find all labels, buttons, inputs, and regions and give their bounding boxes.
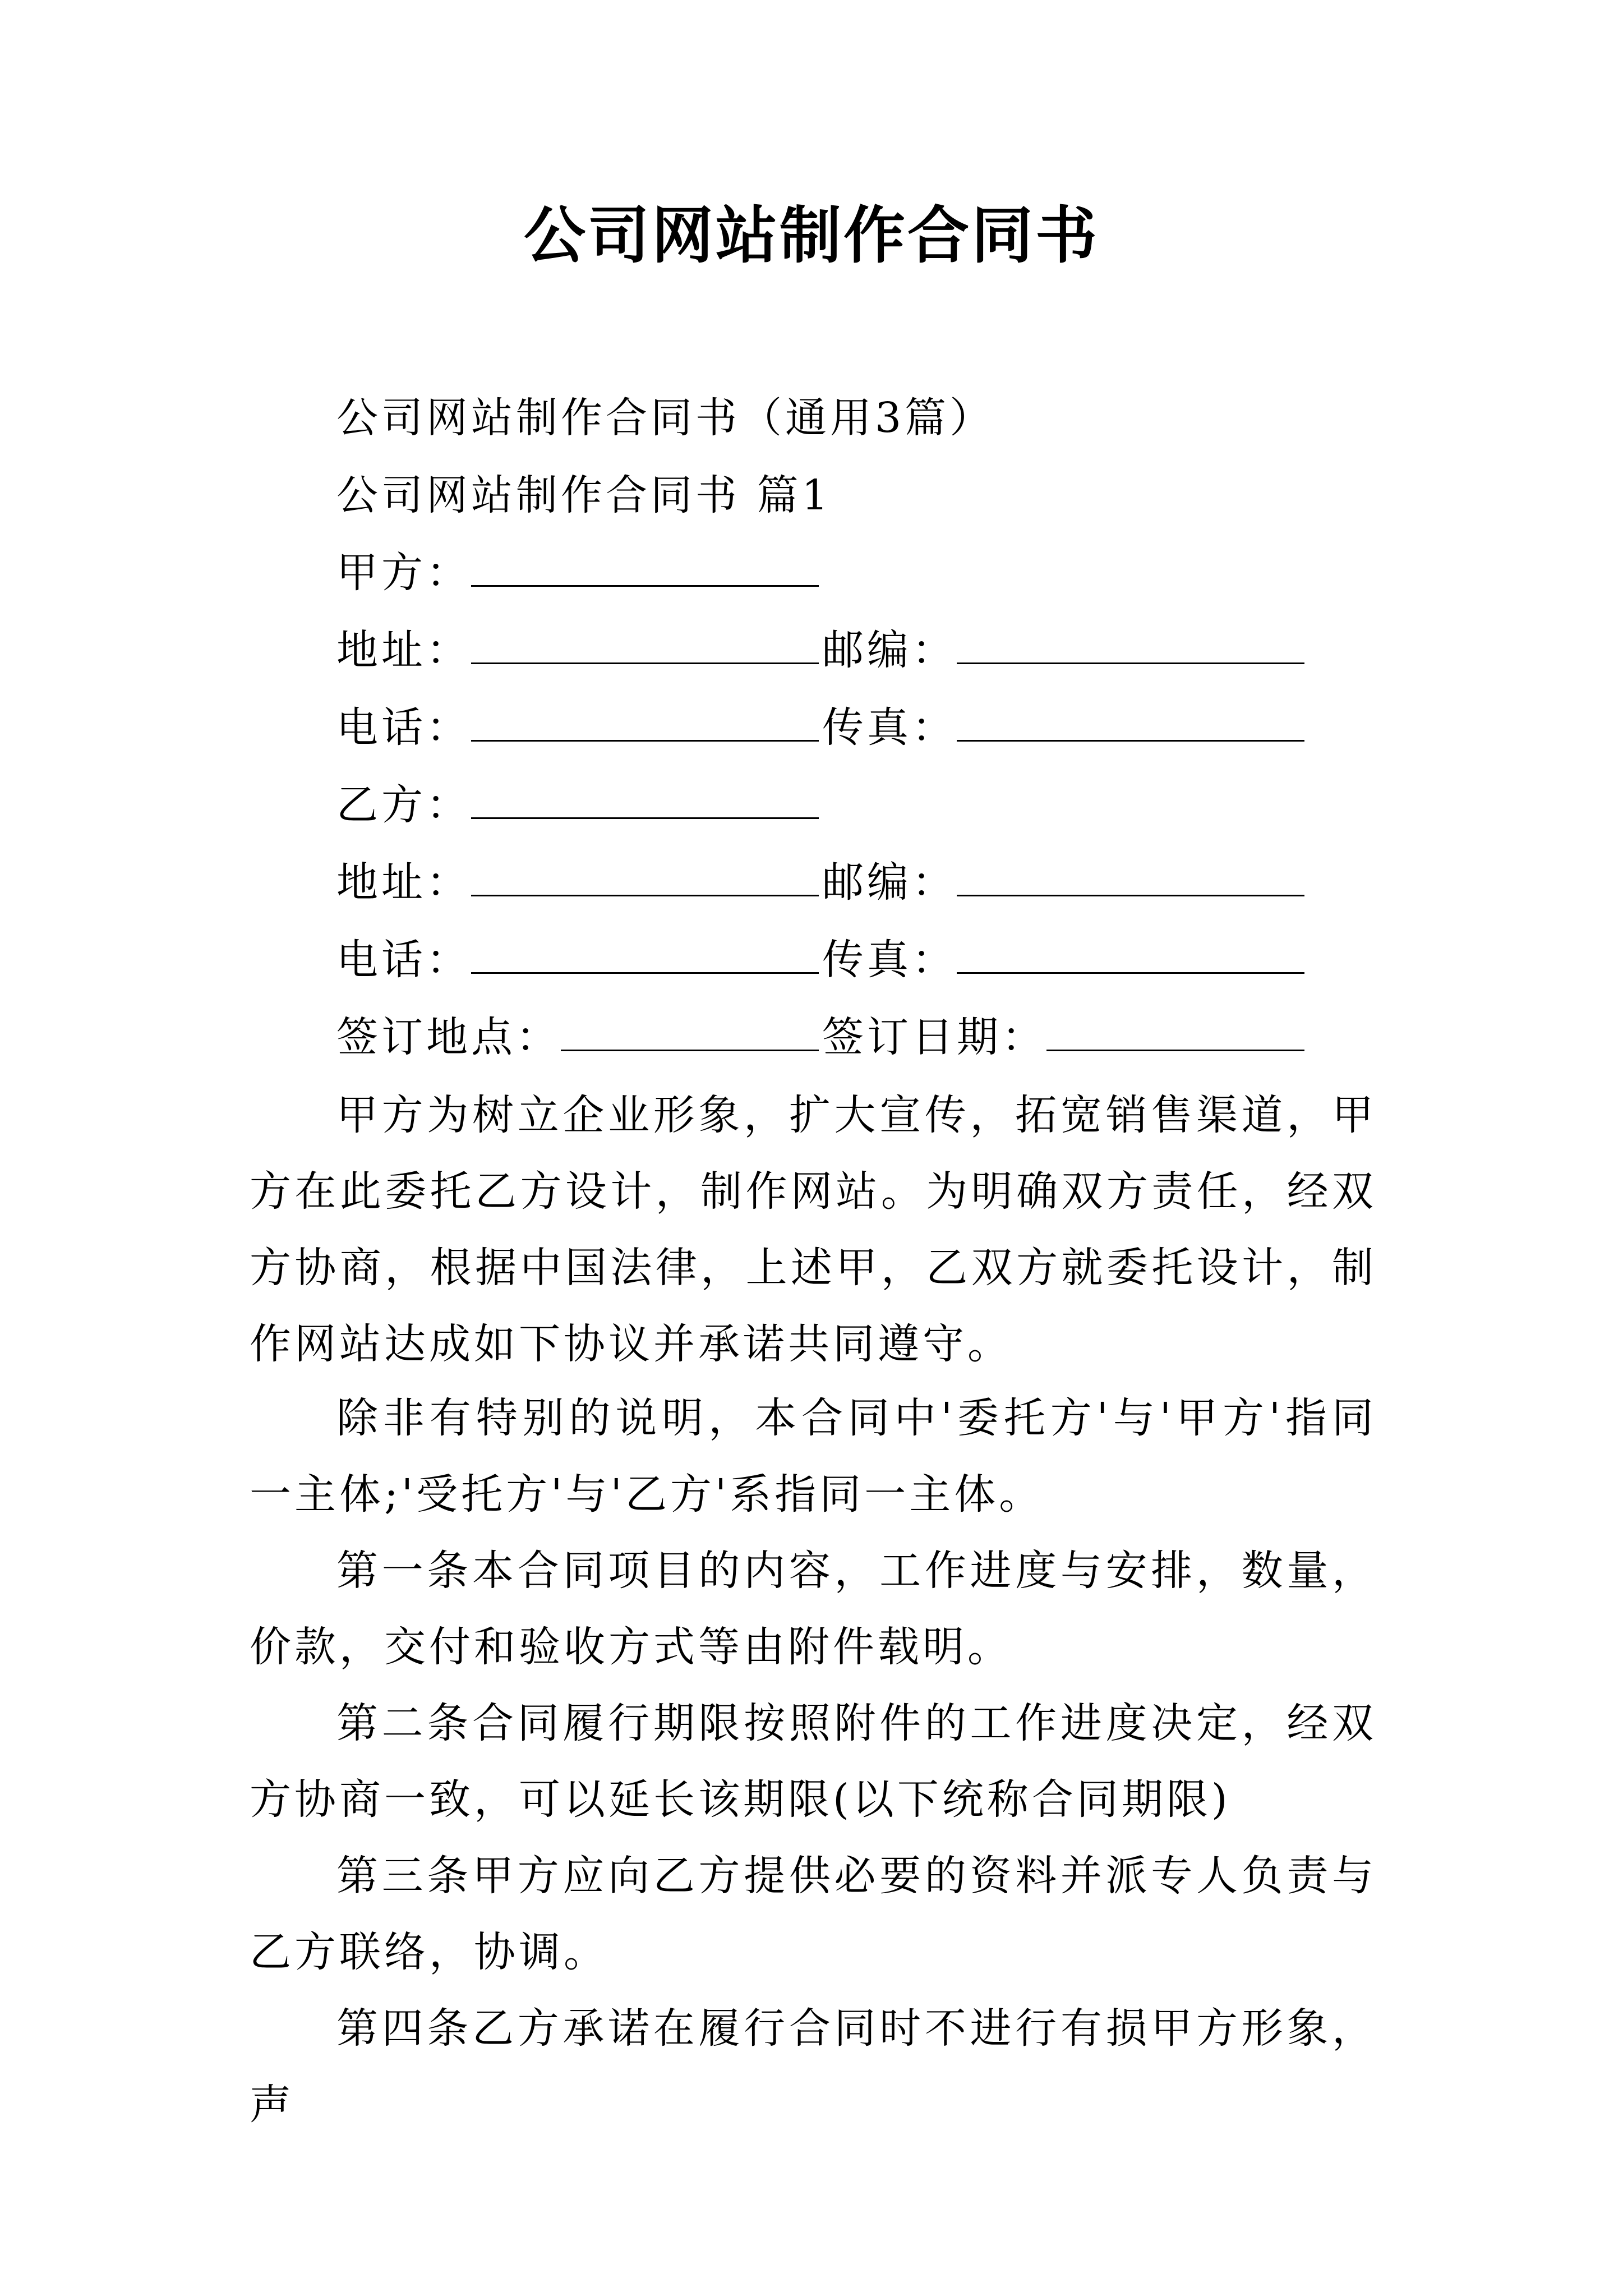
phone-blank [471, 705, 819, 742]
address-label: 地址： [336, 858, 471, 907]
body-paragraph: 第三条甲方应向乙方提供必要的资料并派专人负责与乙方联络，协调。 [250, 1852, 1377, 1976]
phone-b-row [336, 935, 1308, 985]
body-paragraph: 第二条合同履行期限按照附件的工作进度决定，经双方协商一致，可以延长该期限(以下统称合同期限) [250, 1699, 1377, 1824]
address-blank [471, 628, 819, 664]
party-a-row [336, 547, 822, 598]
sign-date-label: 签订日期： [822, 1013, 1046, 1061]
phone-label: 电话： [336, 936, 471, 984]
party-a-blank [471, 550, 819, 587]
postcode-label: 邮编： [822, 858, 957, 907]
address-blank [471, 860, 819, 896]
phone-a-row [336, 702, 1308, 753]
sign-date-blank [1046, 1015, 1304, 1051]
party-b-label: 乙方： [336, 781, 471, 829]
address-a-row [336, 625, 1308, 675]
section-heading: 公司网站制作合同书 篇1 [336, 471, 832, 519]
party-b-row [336, 780, 822, 830]
party-b-blank [471, 783, 819, 819]
sign-place-label: 签订地点： [336, 1013, 561, 1061]
phone-blank [471, 937, 819, 974]
party-a-label: 甲方： [336, 549, 471, 597]
document-title: 公司网站制作合同书 [524, 199, 1099, 272]
fax-label: 传真： [822, 703, 957, 752]
body-paragraph: 第一条本合同项目的内容，工作进度与安排，数量，价款，交付和验收方式等由附件载明。 [250, 1547, 1377, 1671]
postcode-blank [957, 860, 1304, 896]
postcode-blank [957, 628, 1304, 664]
postcode-label: 邮编： [822, 626, 957, 674]
fax-blank [957, 937, 1304, 974]
body-paragraph: 甲方为树立企业形象，扩大宣传，拓宽销售渠道，甲方在此委托乙方设计，制作网站。为明确双方责任，经双方协商，根据中国法律，上述甲，乙双方就委托设计，制作网站达成如下协议并承诺共同遵守。 [250, 1091, 1377, 1368]
body-paragraph: 第四条乙方承诺在履行合同时不进行有损甲方形象，声 [250, 2004, 1377, 2129]
address-b-row [336, 857, 1308, 908]
signing-row [336, 1012, 1308, 1062]
fax-label: 传真： [822, 936, 957, 984]
phone-label: 电话： [336, 703, 471, 752]
sign-place-blank [561, 1015, 819, 1051]
subtitle: 公司网站制作合同书（通用3篇） [336, 394, 995, 442]
address-label: 地址： [336, 626, 471, 674]
body-paragraph: 除非有特别的说明，本合同中'委托方'与'甲方'指同一主体;'受托方'与'乙方'系指同一主体。 [250, 1394, 1377, 1519]
fax-blank [957, 705, 1304, 742]
